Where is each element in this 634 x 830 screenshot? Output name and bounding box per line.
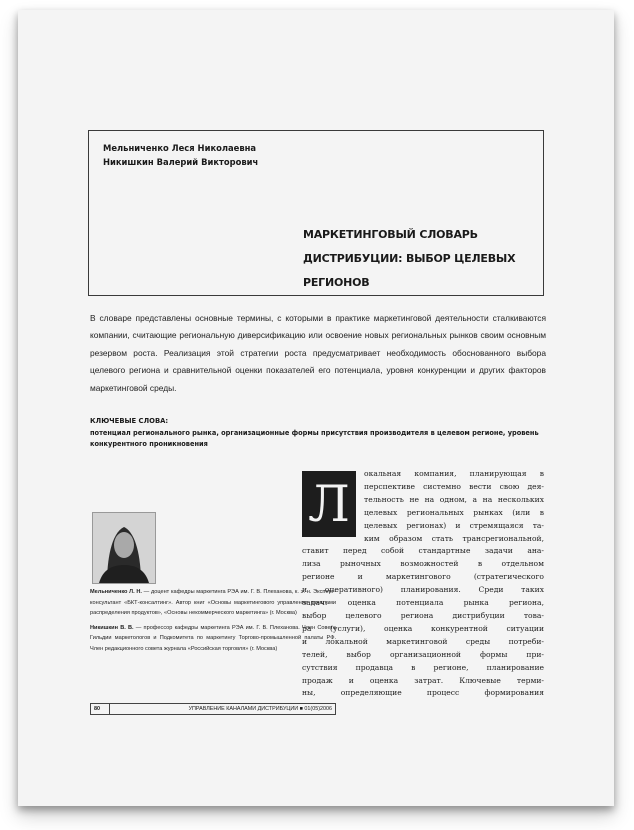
body-line: выбор целевого региона дистрибуции това- <box>302 610 544 620</box>
body-line: лиза рыночных возможностей в отдельном <box>302 559 544 569</box>
page-footer <box>90 703 336 715</box>
title-line: РЕГИОНОВ <box>303 276 370 289</box>
body-line: и оперативного) планирования. Среди таких <box>302 585 544 595</box>
header-frame <box>88 130 544 296</box>
body-line: целевых регионах) и стремящаяся та- <box>364 520 544 530</box>
bio-name: Мельниченко Л. Н. <box>90 589 142 595</box>
body-line: перспективе системно вести свою дея- <box>364 481 544 491</box>
body-line: ны, определяющие процесс формирования <box>302 688 544 698</box>
title-line: ДИСТРИБУЦИИ: ВЫБОР ЦЕЛЕВЫХ <box>303 252 516 265</box>
authors <box>103 141 258 169</box>
bio-entry <box>90 587 336 619</box>
body-line: ким образом стать трансрегиональной, <box>364 533 544 543</box>
body-line: сутствия продавца в регионе, планирование <box>302 662 544 672</box>
page-number: 80 <box>94 706 100 712</box>
bio-text: — доцент кафедры маркетинга РЭА им. Г. В. Плеханова, к. э. н. Эксперт-консультант «БКТ-консалтинг». Автор книг «Основы маркетингового управления каналами распределения продуктов», «Основы некоммерческого маркетинга» (г. Москва) <box>90 589 336 616</box>
body-line: ставит перед собой стандартные задачи ана- <box>302 546 544 556</box>
article-title <box>303 223 533 295</box>
journal-page <box>18 10 614 806</box>
body-line: задач: оценка потенциала рынка региона, <box>302 598 544 608</box>
bio-entry <box>90 623 336 655</box>
article-body <box>302 468 544 700</box>
keywords-text: потенциал регионального рынка, организационные формы присутствия производителя в целевом регионе, уровень конкурентного проникновения <box>90 429 539 448</box>
author-name: Мельниченко Леся Николаевна <box>103 143 257 153</box>
body-line: тельность не на одном, а на нескольких <box>364 494 544 504</box>
footer-divider <box>109 704 110 714</box>
keywords-heading: КЛЮЧЕВЫЕ СЛОВА: <box>90 417 169 425</box>
author-photo <box>92 512 156 584</box>
journal-name: УПРАВЛЕНИЕ КАНАЛАМИ ДИСТРИБУЦИИ ■ 01(05)2006 <box>188 706 332 712</box>
abstract: В словаре представлены основные термины, с которыми в практике маркетинговой деятельности сталкиваются компании, считающие региональную диверсификацию или освоение новых региональных рынков своим основным резервом роста. Реализация этой стратегии роста предусматривает необходимость обоснованного выбора целевого региона и сравнительной оценки показателей его потенциала, уровня конкуренции и других факторов маркетинговой среды. <box>90 313 546 393</box>
body-line: продаж и оценка затрат. Ключевые терми- <box>302 675 544 685</box>
body-line: телей, выбор организационной формы при- <box>302 649 544 659</box>
body-line: целевых региональных рынках (или в <box>364 507 544 517</box>
body-line: и локальной маркетинговой среды потреби- <box>302 636 544 646</box>
bio-text: — профессор кафедры маркетинга РЭА им. Г. В. Плеханова. Член Совета Гильдии маркетологов и Подкомитета по маркетингу Торгово-промышленной палаты РФ. Член редакционного совета журнала «Российская торговля» (г. Москва) <box>90 624 336 652</box>
body-line: регионе и маркетингового (стратегического <box>302 572 544 582</box>
title-line: МАРКЕТИНГОВЫЙ СЛОВАРЬ <box>303 228 478 241</box>
author-name: Никишкин Валерий Викторович <box>103 157 259 167</box>
author-bios <box>90 587 336 658</box>
body-line: ра (услуги), оценка конкурентной ситуации <box>302 623 544 633</box>
bio-name: Никишкин В. В. <box>90 624 134 631</box>
body-line: окальная компания, планирующая в <box>364 469 544 478</box>
drop-cap: Л <box>302 471 356 537</box>
